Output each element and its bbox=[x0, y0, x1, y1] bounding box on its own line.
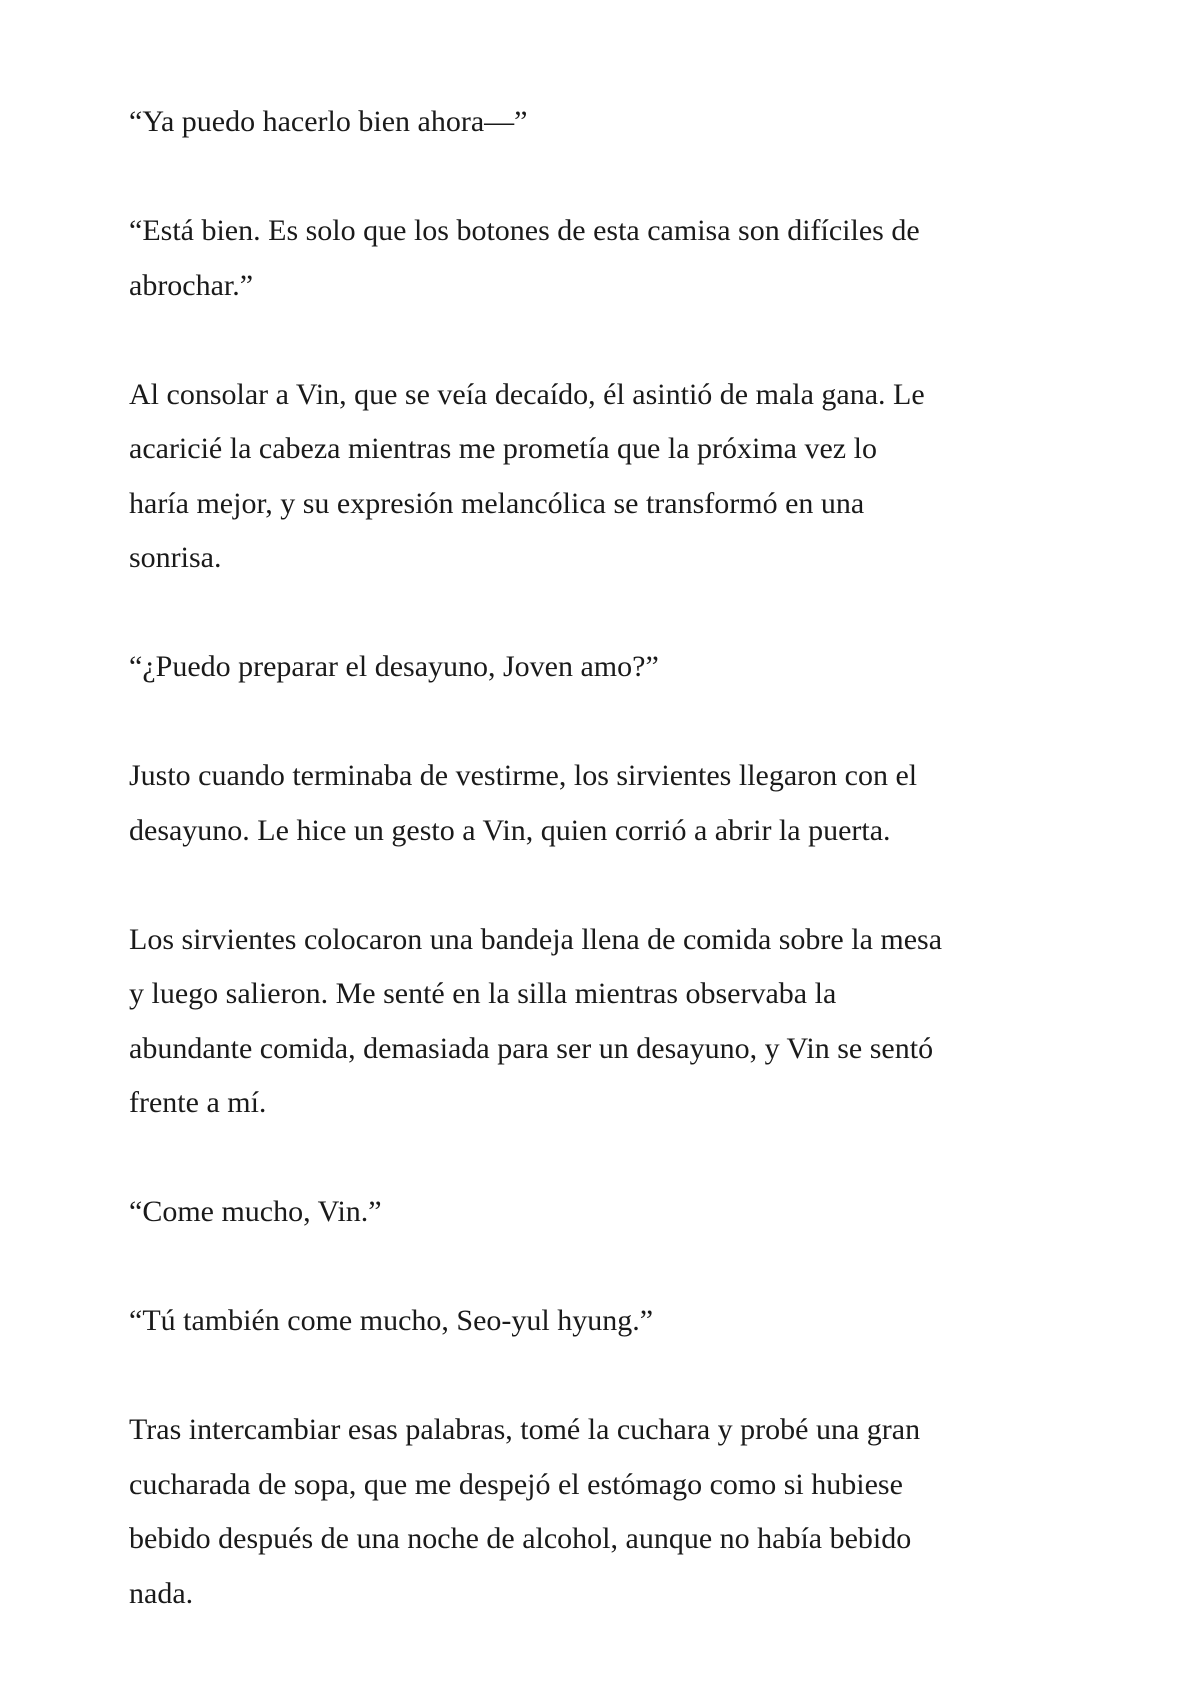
text-line: frente a mí. bbox=[129, 1086, 267, 1119]
text-line: Tras intercambiar esas palabras, tomé la cuchara y probé una gran bbox=[129, 1413, 921, 1446]
paragraph bbox=[129, 1294, 1129, 1349]
text-line: y luego salieron. Me senté en la silla mientras observaba la bbox=[129, 977, 837, 1010]
text-line: “Tú también come mucho, Seo-yul hyung.” bbox=[129, 1304, 654, 1337]
text-line: bebido después de una noche de alcohol, aunque no había bebido bbox=[129, 1522, 912, 1555]
paragraph bbox=[129, 204, 1129, 313]
text-line: haría mejor, y su expresión melancólica se transformó en una bbox=[129, 486, 865, 520]
text-line: Al consolar a Vin, que se veía decaído, él asintió de mala gana. Le bbox=[129, 377, 925, 411]
text-line: desayuno. Le hice un gesto a Vin, quien corrió a abrir la puerta. bbox=[129, 813, 891, 847]
text-line: cucharada de sopa, que me despejó el estómago como si hubiese bbox=[129, 1467, 903, 1501]
text-line: Justo cuando terminaba de vestirme, los sirvientes llegaron con el bbox=[129, 759, 918, 792]
text-line: abundante comida, demasiada para ser un desayuno, y Vin se sentó bbox=[129, 1031, 934, 1065]
text-line: nada. bbox=[129, 1576, 194, 1610]
paragraph bbox=[129, 1185, 1129, 1240]
text-line: “¿Puedo preparar el desayuno, Joven amo?” bbox=[129, 650, 659, 683]
text-line: acaricié la cabeza mientras me prometía que la próxima vez lo bbox=[129, 432, 877, 465]
paragraph bbox=[129, 368, 1129, 586]
text-line: Los sirvientes colocaron una bandeja llena de comida sobre la mesa bbox=[129, 922, 943, 956]
text-line: abrochar.” bbox=[129, 268, 254, 302]
text-line: sonrisa. bbox=[129, 541, 222, 574]
paragraph bbox=[129, 749, 1129, 858]
paragraph bbox=[129, 95, 1129, 150]
text-line: “Ya puedo hacerlo bien ahora—” bbox=[129, 105, 528, 138]
document-page bbox=[129, 95, 1129, 1676]
text-line: “Está bien. Es solo que los botones de esta camisa son difíciles de bbox=[129, 214, 920, 247]
paragraph bbox=[129, 913, 1129, 1131]
paragraph bbox=[129, 1403, 1129, 1621]
paragraph bbox=[129, 640, 1129, 695]
text-line: “Come mucho, Vin.” bbox=[129, 1195, 382, 1228]
